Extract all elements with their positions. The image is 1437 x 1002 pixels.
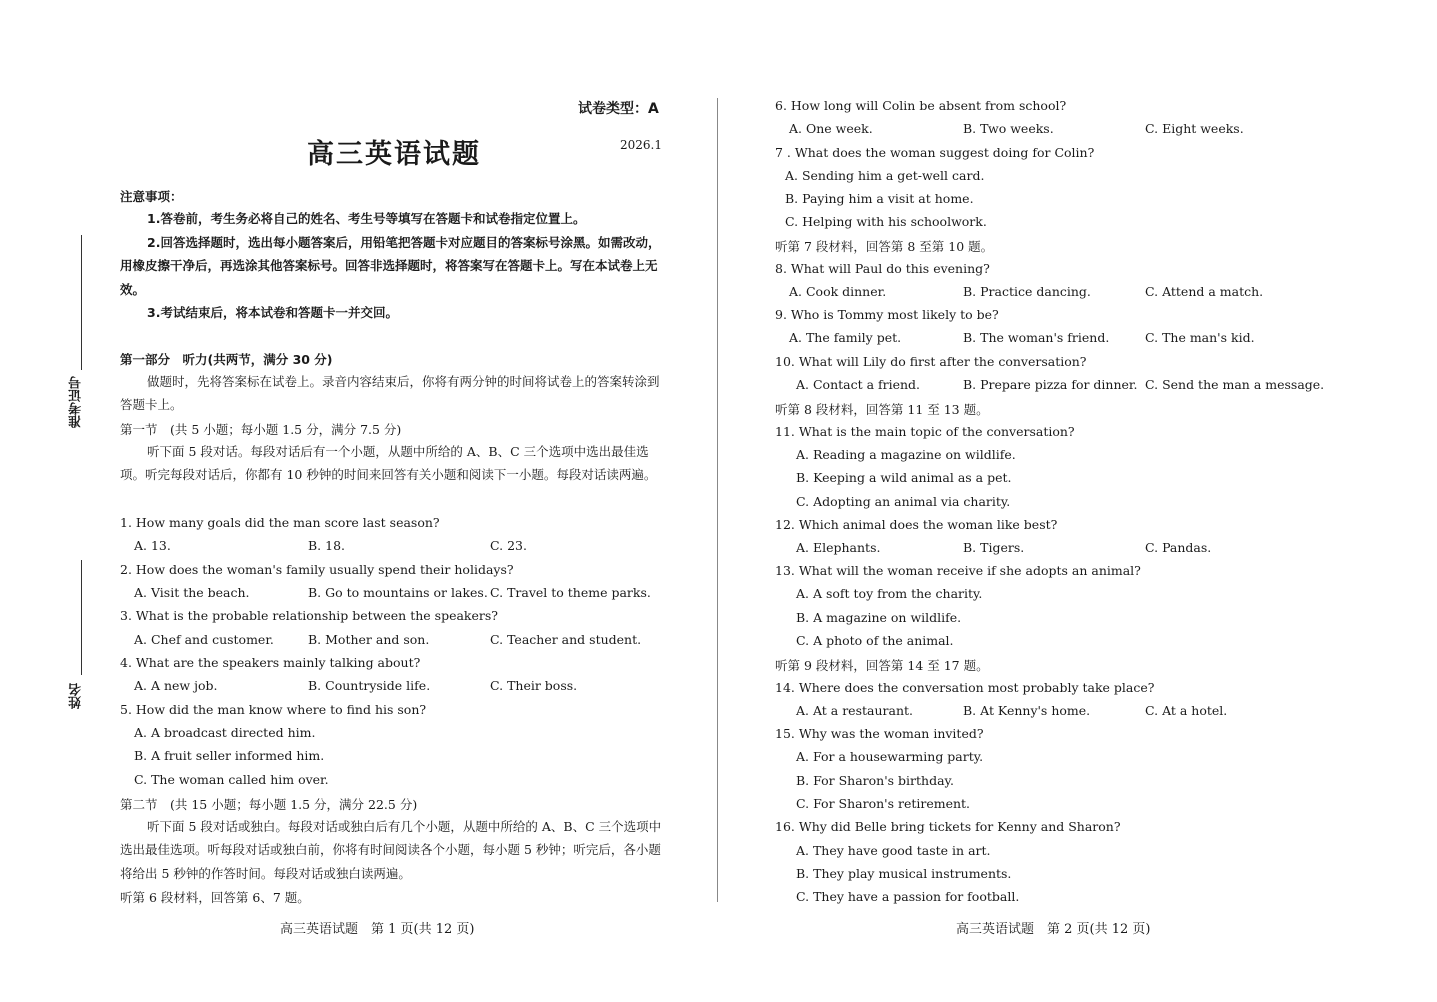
q11-option-b: B. Keeping a wild animal as a pet. bbox=[796, 470, 1012, 485]
question-7: 7 . What does the woman suggest doing for Colin? bbox=[775, 145, 1095, 160]
question-3: 3. What is the probable relationship between the speakers? bbox=[120, 608, 498, 623]
q6-option-b: B. Two weeks. bbox=[963, 121, 1054, 136]
question-16: 16. Why did Belle bring tickets for Kenny and Sharon? bbox=[775, 819, 1121, 834]
q4-option-a: A. A new job. bbox=[134, 678, 218, 693]
q5-option-b: B. A fruit seller informed him. bbox=[134, 748, 325, 763]
q12-option-b: B. Tigers. bbox=[963, 540, 1025, 555]
footer-page-2: 高三英语试题 第 2 页(共 12 页) bbox=[956, 922, 1151, 937]
q3-option-c: C. Teacher and student. bbox=[490, 632, 642, 647]
exam-id-label: 准考证号 bbox=[69, 376, 84, 428]
q1-option-c: C. 23. bbox=[490, 538, 527, 553]
q2-option-b: B. Go to mountains or lakes. bbox=[308, 585, 488, 600]
q9-option-c: C. The man's kid. bbox=[1145, 330, 1255, 345]
q14-option-c: C. At a hotel. bbox=[1145, 703, 1228, 718]
q13-option-b: B. A magazine on wildlife. bbox=[796, 610, 962, 625]
q6-option-c: C. Eight weeks. bbox=[1145, 121, 1244, 136]
part1-instruction: 做题时，先将答案标在试卷上。录音内容结束后，你将有两分钟的时间将试卷上的答案转涂到答题卡上。 bbox=[120, 374, 660, 413]
q9-option-b: B. The woman's friend. bbox=[963, 330, 1110, 345]
footer-page-1: 高三英语试题 第 1 页(共 12 页) bbox=[280, 922, 475, 937]
q13-option-c: C. A photo of the animal. bbox=[796, 633, 954, 648]
name-label: 姓名 bbox=[69, 683, 84, 709]
q13-option-a: A. A soft toy from the charity. bbox=[796, 586, 983, 601]
page-divider bbox=[717, 98, 718, 902]
notice-item-1: 1.答卷前，考生务必将自己的姓名、考生号等填写在答题卡和试卷指定位置上。 bbox=[147, 211, 586, 226]
q5-option-c: C. The woman called him over. bbox=[134, 772, 329, 787]
q11-option-a: A. Reading a magazine on wildlife. bbox=[796, 447, 1016, 462]
material-7: 听第 7 段材料，回答第 8 至第 10 题。 bbox=[775, 239, 994, 254]
page-title: 高三英语试题 bbox=[307, 139, 481, 170]
q16-option-a: A. They have good taste in art. bbox=[796, 843, 991, 858]
q15-option-c: C. For Sharon's retirement. bbox=[796, 796, 971, 811]
q10-option-a: A. Contact a friend. bbox=[796, 377, 921, 392]
q4-option-b: B. Countryside life. bbox=[308, 678, 431, 693]
question-11: 11. What is the main topic of the conversation? bbox=[775, 424, 1075, 439]
notice-item-2: 2.回答选择题时，选出每小题答案后，用铅笔把答题卡对应题目的答案标号涂黑。如需改动，用橡皮擦干净后，再选涂其他答案标号。回答非选择题时，将答案写在答题卡上。写在本试卷上无效。 bbox=[120, 235, 661, 297]
q7-option-b: B. Paying him a visit at home. bbox=[785, 191, 974, 206]
question-14: 14. Where does the conversation most probably take place? bbox=[775, 680, 1155, 695]
q7-option-c: C. Helping with his schoolwork. bbox=[785, 214, 987, 229]
question-5: 5. How did the man know where to find his son? bbox=[120, 702, 427, 717]
q8-option-a: A. Cook dinner. bbox=[789, 284, 887, 299]
section1-heading: 第一节 (共 5 小题；每小题 1.5 分，满分 7.5 分) bbox=[120, 422, 402, 437]
q15-option-b: B. For Sharon's birthday. bbox=[796, 773, 954, 788]
question-4: 4. What are the speakers mainly talking about? bbox=[120, 655, 421, 670]
q2-option-c: C. Travel to theme parks. bbox=[490, 585, 651, 600]
q4-option-c: C. Their boss. bbox=[490, 678, 578, 693]
q9-option-a: A. The family pet. bbox=[789, 330, 902, 345]
q3-option-a: A. Chef and customer. bbox=[134, 632, 274, 647]
q14-option-a: A. At a restaurant. bbox=[796, 703, 913, 718]
question-10: 10. What will Lily do first after the conversation? bbox=[775, 354, 1087, 369]
section2-instruction: 听下面 5 段对话或独白。每段对话或独白后有几个小题，从题中所给的 A、B、C 三个选项中选出最佳选项。听每段对话或独白前，你将有时间阅读各个小题，每小题 5 秒钟；听完后，各小题将给出 5 秒钟的作答时间。每段对话或独白读两遍。 bbox=[120, 819, 662, 881]
material-6: 听第 6 段材料，回答第 6、7 题。 bbox=[120, 890, 310, 905]
q8-option-c: C. Attend a match. bbox=[1145, 284, 1264, 299]
question-1: 1. How many goals did the man score last season? bbox=[120, 515, 440, 530]
q12-option-c: C. Pandas. bbox=[1145, 540, 1212, 555]
q5-option-a: A. A broadcast directed him. bbox=[134, 725, 316, 740]
q7-option-a: A. Sending him a get-well card. bbox=[785, 168, 985, 183]
notice-item-3: 3.考试结束后，将本试卷和答题卡一并交回。 bbox=[147, 305, 398, 320]
q10-option-b: B. Prepare pizza for dinner. bbox=[963, 377, 1138, 392]
q12-option-a: A. Elephants. bbox=[796, 540, 881, 555]
q3-option-b: B. Mother and son. bbox=[308, 632, 430, 647]
paper-type: 试卷类型：A bbox=[578, 101, 659, 117]
q6-option-a: A. One week. bbox=[789, 121, 873, 136]
q16-option-c: C. They have a passion for football. bbox=[796, 889, 1020, 904]
binding-line-top bbox=[81, 235, 82, 370]
question-9: 9. Who is Tommy most likely to be? bbox=[775, 307, 999, 322]
q2-option-a: A. Visit the beach. bbox=[134, 585, 250, 600]
material-9: 听第 9 段材料，回答第 14 至 17 题。 bbox=[775, 658, 989, 673]
material-8: 听第 8 段材料，回答第 11 至 13 题。 bbox=[775, 402, 989, 417]
question-15: 15. Why was the woman invited? bbox=[775, 726, 984, 741]
notice-heading: 注意事项： bbox=[120, 189, 183, 204]
question-6: 6. How long will Colin be absent from school? bbox=[775, 98, 1067, 113]
q11-option-c: C. Adopting an animal via charity. bbox=[796, 494, 1011, 509]
section1-instruction: 听下面 5 段对话。每段对话后有一个小题，从题中所给的 A、B、C 三个选项中选出最佳选项。听完每段对话后，你都有 10 秒钟的时间来回答有关小题和阅读下一小题。每段对话读两遍。 bbox=[120, 444, 657, 483]
q1-option-a: A. 13. bbox=[134, 538, 171, 553]
exam-date: 2026.1 bbox=[620, 138, 662, 152]
binding-line-middle bbox=[81, 560, 82, 675]
question-13: 13. What will the woman receive if she adopts an animal? bbox=[775, 563, 1141, 578]
part1-heading: 第一部分 听力(共两节，满分 30 分) bbox=[120, 352, 333, 367]
question-12: 12. Which animal does the woman like best? bbox=[775, 517, 1058, 532]
question-8: 8. What will Paul do this evening? bbox=[775, 261, 990, 276]
q1-option-b: B. 18. bbox=[308, 538, 346, 553]
q15-option-a: A. For a housewarming party. bbox=[796, 749, 984, 764]
q16-option-b: B. They play musical instruments. bbox=[796, 866, 1012, 881]
q14-option-b: B. At Kenny's home. bbox=[963, 703, 1091, 718]
q8-option-b: B. Practice dancing. bbox=[963, 284, 1091, 299]
section2-heading: 第二节 (共 15 小题；每小题 1.5 分，满分 22.5 分) bbox=[120, 797, 418, 812]
question-2: 2. How does the woman's family usually spend their holidays? bbox=[120, 562, 514, 577]
q10-option-c: C. Send the man a message. bbox=[1145, 377, 1325, 392]
